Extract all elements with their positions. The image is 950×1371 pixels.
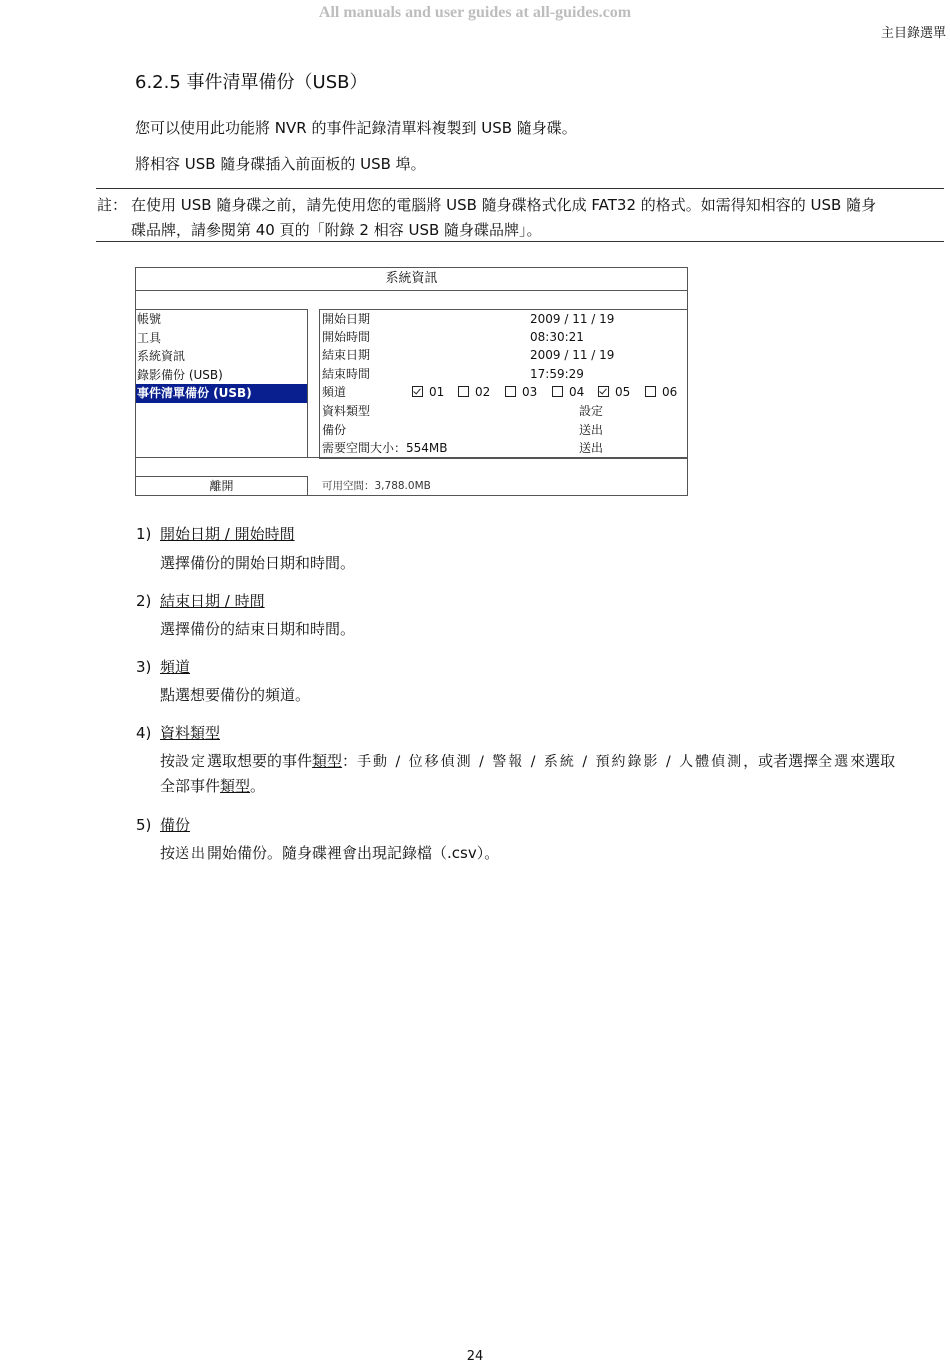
item-4-description: [160, 749, 950, 798]
item-2-heading: [136, 590, 265, 611]
channel-checkboxes: [412, 383, 688, 401]
note-label: 註：: [97, 196, 128, 214]
desc-text: 。: [250, 777, 266, 795]
section-title: 6.2.5 事件清單備份（USB）: [135, 72, 368, 93]
item-title: 頻道: [160, 658, 191, 676]
checkbox-icon: [458, 386, 469, 397]
panel-title: 系統資訊: [385, 271, 438, 286]
channel-06-label: 06: [662, 385, 678, 399]
channel-01-label: 01: [429, 385, 445, 399]
panel-divider: [136, 290, 687, 291]
note-bottom-rule: [96, 241, 944, 242]
required-space-submit-button[interactable]: 送出: [579, 441, 604, 455]
desc-type-term: 類型: [220, 777, 251, 795]
page-number: 24: [466, 1349, 484, 1364]
required-space-label: 需要空間大小：554MB: [322, 441, 448, 455]
note-line-2: 碟品牌，請參閱第 40 頁的「附錄 2 相容 USB 隨身碟品牌」。: [131, 221, 542, 239]
start-date-label: 開始日期: [322, 312, 371, 326]
end-date-value[interactable]: 2009 / 11 / 19: [530, 348, 615, 362]
desc-text: 按: [160, 752, 176, 770]
desc-event-list: 手動 / 位移偵測 / 警報 / 系統 / 預約錄影 / 人體偵測: [357, 754, 744, 770]
start-time-label: 開始時間: [322, 330, 371, 344]
desc-text: ：: [342, 752, 358, 770]
channel-02-label: 02: [475, 385, 491, 399]
item-number: 3): [136, 658, 152, 676]
item-title: 資料類型: [160, 724, 221, 742]
item-3-heading: [136, 656, 190, 677]
data-type-label: 資料類型: [322, 404, 371, 418]
item-1-heading: [136, 523, 295, 544]
desc-text: 開始備份。隨身碟裡會出現記錄檔（.csv）。: [207, 844, 500, 862]
channel-02-checkbox[interactable]: [458, 383, 490, 401]
desc-text: 來選取: [850, 752, 896, 770]
backup-label: 備份: [322, 423, 347, 437]
channel-01-checkbox[interactable]: [412, 383, 444, 401]
main-menu-link[interactable]: 主目錄選單: [880, 26, 946, 41]
channel-06-checkbox[interactable]: [645, 383, 677, 401]
desc-select-all-term: 全選: [818, 754, 851, 770]
panel-lower-divider: [136, 457, 687, 458]
side-menu: [136, 309, 308, 458]
item-number: 1): [136, 525, 152, 543]
menu-item-event-list-backup[interactable]: 事件清單備份 (USB): [136, 384, 307, 403]
menu-item-account[interactable]: 帳號: [137, 312, 162, 326]
start-time-value[interactable]: 08:30:21: [530, 330, 584, 344]
channel-05-label: 05: [615, 385, 631, 399]
end-date-label: 結束日期: [322, 348, 371, 362]
intro-paragraph-2: 將相容 USB 隨身碟插入前面板的 USB 埠。: [135, 155, 426, 173]
backup-submit-button[interactable]: 送出: [579, 423, 604, 437]
menu-item-record-backup[interactable]: 錄影備份 (USB): [137, 367, 223, 382]
channel-05-checkbox[interactable]: [598, 383, 630, 401]
end-time-label: 結束時間: [322, 367, 371, 381]
item-title: 開始日期 / 開始時間: [160, 525, 295, 543]
item-title: 備份: [160, 816, 191, 834]
note-top-rule: [96, 188, 944, 189]
desc-text: ，或者選擇: [743, 752, 819, 770]
checkbox-icon: [412, 386, 423, 397]
desc-set-term: 設定: [175, 754, 208, 770]
channel-04-checkbox[interactable]: [552, 383, 584, 401]
channel-03-label: 03: [522, 385, 538, 399]
data-type-setup-button[interactable]: 設定: [579, 404, 604, 418]
item-5-description: [160, 841, 950, 866]
watermark: All manuals and user guides at all-guides.com: [318, 4, 632, 21]
item-3-description: 點選想要備份的頻道。: [160, 686, 311, 704]
note-block: [97, 193, 947, 243]
checkbox-icon: [552, 386, 563, 397]
channel-03-checkbox[interactable]: [505, 383, 537, 401]
checkbox-icon: [505, 386, 516, 397]
end-time-value[interactable]: 17:59:29: [530, 367, 584, 381]
note-line-1: 在使用 USB 隨身碟之前，請先使用您的電腦將 USB 隨身碟格式化成 FAT32 的格式。如需得知相容的 USB 隨身: [131, 196, 877, 214]
checkbox-icon: [645, 386, 656, 397]
start-date-value[interactable]: 2009 / 11 / 19: [530, 312, 615, 326]
item-number: 2): [136, 592, 152, 610]
item-4-heading: [136, 722, 220, 743]
item-title: 結束日期 / 時間: [160, 592, 265, 610]
desc-text: 選取想要的事件: [207, 752, 313, 770]
item-1-description: 選擇備份的開始日期和時間。: [160, 554, 356, 572]
menu-item-system-info[interactable]: 系統資訊: [137, 349, 186, 363]
menu-item-tools[interactable]: 工具: [137, 330, 162, 345]
item-5-heading: [136, 814, 190, 835]
checkbox-icon: [598, 386, 609, 397]
channel-label: 頻道: [322, 385, 347, 399]
desc-type-term: 類型: [312, 752, 343, 770]
desc-text: 全部事件: [160, 777, 221, 795]
item-2-description: 選擇備份的結束日期和時間。: [160, 620, 356, 638]
system-info-panel: [135, 267, 688, 496]
free-space-text: 可用空間：3,788.0MB: [322, 480, 431, 492]
channel-04-label: 04: [569, 385, 585, 399]
backup-detail-box: [319, 309, 688, 459]
exit-button[interactable]: 離開: [136, 476, 308, 496]
intro-paragraph-1: 您可以使用此功能將 NVR 的事件記錄清單料複製到 USB 隨身碟。: [135, 119, 577, 137]
item-number: 5): [136, 816, 152, 834]
item-number: 4): [136, 724, 152, 742]
desc-send-term: 送出: [175, 846, 208, 862]
desc-text: 按: [160, 844, 176, 862]
